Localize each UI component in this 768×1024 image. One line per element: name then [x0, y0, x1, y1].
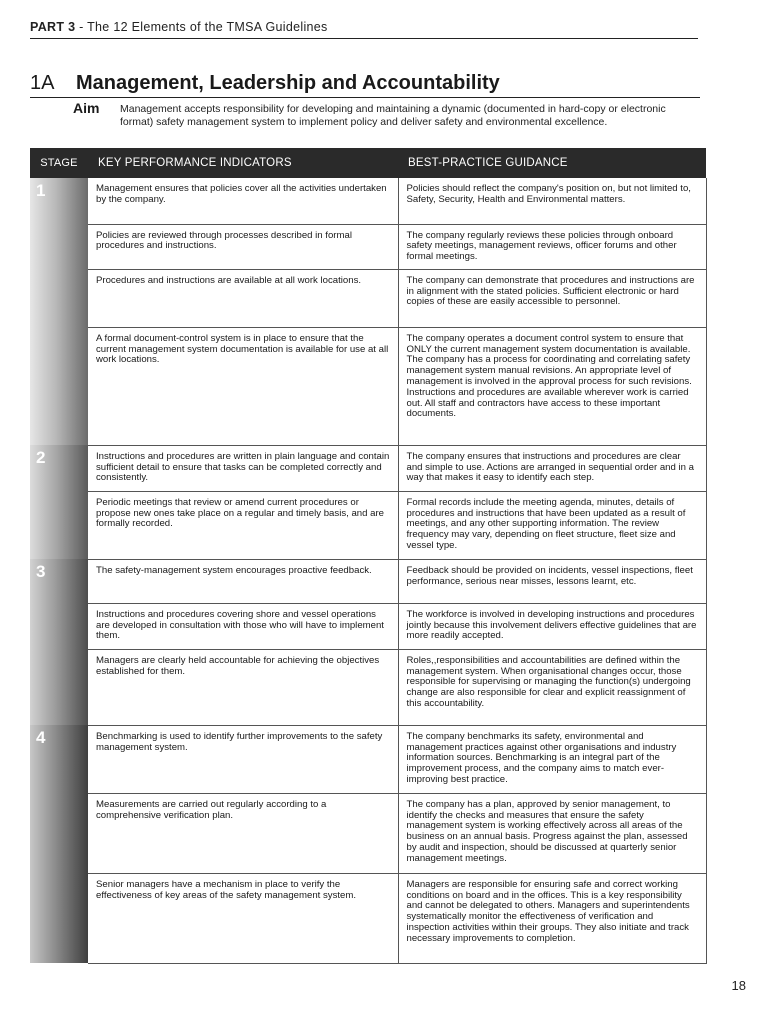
kpi-table	[30, 148, 707, 964]
stage-2-cell: 2	[30, 445, 88, 559]
kpi-cell: A formal document-control system is in place to ensure that the current management system documentation is available for use at all work locations.	[88, 327, 398, 445]
table-row	[30, 445, 706, 491]
kpi-cell: Instructions and procedures are written in plain language and contain sufficient detail to ensure that tasks can be completed correctly and consistently.	[88, 445, 398, 491]
guidance-cell: Policies should reflect the company's position on, but not limited to, Safety, Security, Health and Environmental matters.	[398, 178, 706, 224]
table-row	[30, 873, 706, 963]
table-row	[30, 793, 706, 873]
kpi-cell: Instructions and procedures covering shore and vessel operations are developed in consultation with those who will have to implement them.	[88, 603, 398, 649]
kpi-column-header: KEY PERFORMANCE INDICATORS	[88, 148, 398, 178]
guidance-cell: The company ensures that instructions and procedures are clear and simple to use. Actions are arranged in sequential order and in a way that makes it easy to identify each step.	[398, 445, 706, 491]
guidance-cell: The company has a plan, approved by senior management, to identify the checks and measures that ensure the safety management system is working effectively across all areas of the business on an annual basis. Progress against the plan, assessed by audit and inspection, should be discussed at quarterly senior management meetings.	[398, 793, 706, 873]
page-number: 18	[731, 978, 746, 993]
part-title: - The 12 Elements of the TMSA Guidelines	[75, 20, 328, 34]
stage-4-cell: 4	[30, 725, 88, 963]
guidance-cell: Roles,,responsibilities and accountabilities are defined within the management system. When organisational changes occur, those responsible for supervising or managing the function(s) undergoing change are also responsible for clear and explicit reassignment of this accountability.	[398, 649, 706, 725]
section-number: 1A	[30, 72, 55, 94]
guidance-column-header: BEST-PRACTICE GUIDANCE	[398, 148, 706, 178]
guidance-cell: The company operates a document control system to ensure that ONLY the current management system documentation is available. The company has a process for coordinating and correlating safety management system manual revisions. An appropriate level of management is involved in the approval process for such revisions. Instructions and procedures are available wherever work is carried out. All staff and contractors have access to these important documents.	[398, 327, 706, 445]
kpi-cell: The safety-management system encourages proactive feedback.	[88, 559, 398, 603]
aim-label: Aim	[73, 100, 100, 116]
stage-3-cell: 3	[30, 559, 88, 725]
stage-1-cell: 1	[30, 178, 88, 445]
table-row	[30, 603, 706, 649]
table-header-row	[30, 148, 706, 178]
kpi-cell: Policies are reviewed through processes described in formal procedures and instructions.	[88, 224, 398, 269]
table-row	[30, 178, 706, 224]
guidance-cell: The workforce is involved in developing instructions and procedures jointly because this involvement delivers effective guidelines that are more readily accepted.	[398, 603, 706, 649]
header-rule	[30, 38, 698, 39]
aim-text: Management accepts responsibility for developing and maintaining a dynamic (documented in hard-copy or electronic format) safety management system to implement policy and deliver safety and environmental excellence.	[120, 103, 666, 128]
stage-column-header: STAGE	[30, 148, 88, 178]
table-row	[30, 559, 706, 603]
guidance-cell: Formal records include the meeting agenda, minutes, details of procedures and instructions that have been updated as a result of meetings, and any other supporting information. The review frequency may vary, depending on fleet structure, fleet size and vessel type.	[398, 491, 706, 559]
table-row	[30, 649, 706, 725]
guidance-cell: Feedback should be provided on incidents, vessel inspections, fleet performance, serious near misses, lessons learnt, etc.	[398, 559, 706, 603]
part-label: PART 3	[30, 20, 76, 34]
guidance-cell: The company benchmarks its safety, environmental and management practices against other organisations and industry information sources. Benchmarking is an integral part of the improvement process, and the company aims to match ever-improving best practice.	[398, 725, 706, 793]
table-row	[30, 725, 706, 793]
kpi-cell: Senior managers have a mechanism in place to verify the effectiveness of key areas of the safety management system.	[88, 873, 398, 963]
table-row	[30, 269, 706, 327]
kpi-cell: Management ensures that policies cover all the activities undertaken by the company.	[88, 178, 398, 224]
kpi-cell: Measurements are carried out regularly according to a comprehensive verification plan.	[88, 793, 398, 873]
kpi-cell: Benchmarking is used to identify further improvements to the safety management system.	[88, 725, 398, 793]
table-row	[30, 327, 706, 445]
section-heading: Management, Leadership and Accountability	[76, 72, 500, 94]
guidance-cell: Managers are responsible for ensuring safe and correct working conditions on board and in the offices. This is a key responsibility and cannot be delegated to others. Managers and superintendents systematically monitor the effectiveness of verification and inspection activities within their groups. They also initiate and track necessary improvements to completion.	[398, 873, 706, 963]
table-row	[30, 491, 706, 559]
part-header	[30, 20, 328, 34]
section-title	[30, 72, 700, 98]
kpi-cell: Periodic meetings that review or amend current procedures or propose new ones take place on a regular and timely basis, and are formally recorded.	[88, 491, 398, 559]
table-row	[30, 224, 706, 269]
guidance-cell: The company regularly reviews these policies through onboard safety meetings, management reviews, officer forums and other formal meetings.	[398, 224, 706, 269]
kpi-cell: Managers are clearly held accountable for achieving the objectives established for them.	[88, 649, 398, 725]
guidance-cell: The company can demonstrate that procedures and instructions are in alignment with the stated policies. Sufficient electronic or hard copies of these are easily accessible to personnel.	[398, 269, 706, 327]
kpi-cell: Procedures and instructions are available at all work locations.	[88, 269, 398, 327]
